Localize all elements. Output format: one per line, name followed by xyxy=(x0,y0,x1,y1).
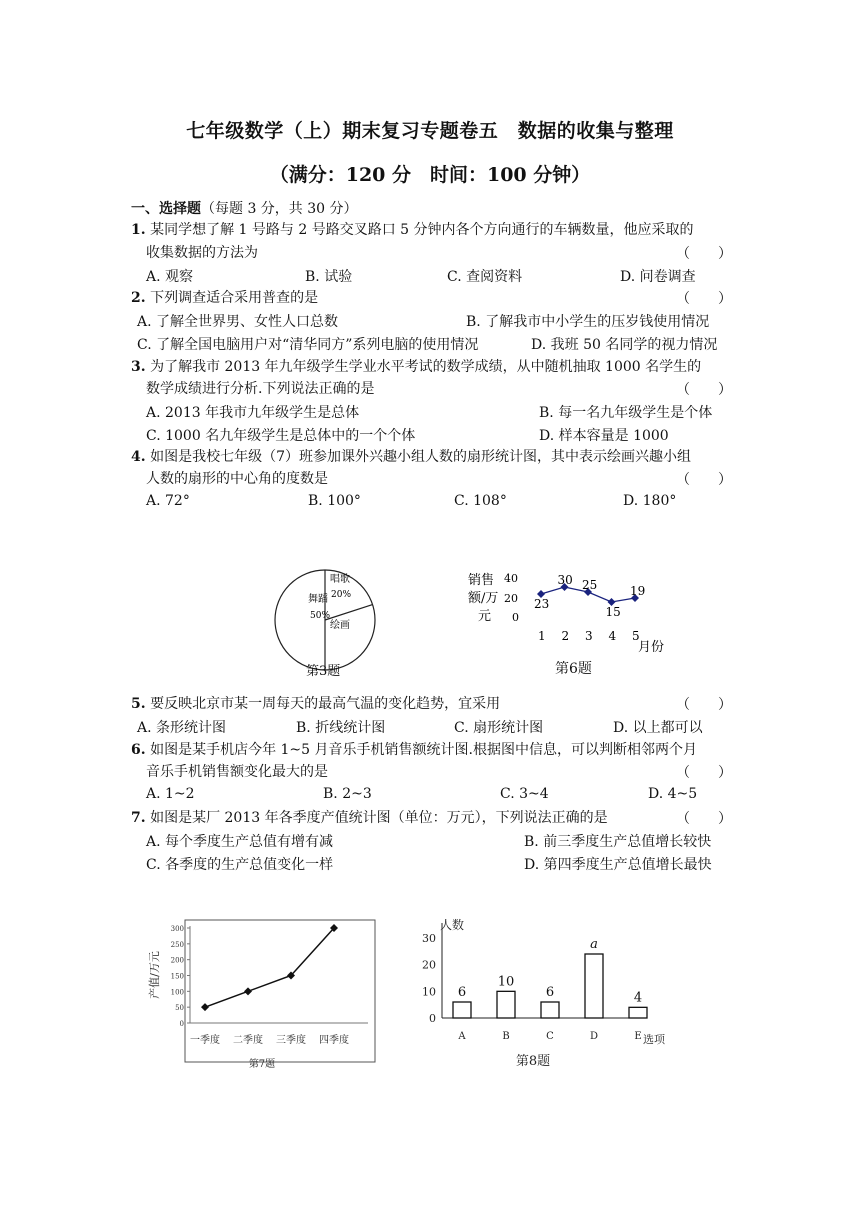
q4-option-b: B. 100° xyxy=(308,493,361,509)
fig3-caption: 第3题 xyxy=(306,664,341,679)
q7-option-c: C. 各季度的生产总值变化一样 xyxy=(146,857,334,873)
fig8-bar-B xyxy=(497,991,515,1018)
fig7-ytick-250: 250 xyxy=(170,940,184,949)
fig6-xtick-3: 3 xyxy=(585,629,593,643)
q3-option-d: D. 样本容量是 1000 xyxy=(539,428,669,444)
q5-number: 5. xyxy=(131,696,146,712)
q6-option-c: C. 3~4 xyxy=(500,786,549,802)
fig6-data-label-5: 19 xyxy=(630,584,646,598)
section-label: 一、选择题 xyxy=(131,201,201,217)
fig8-bar-D xyxy=(585,954,603,1018)
q7-option-d: D. 第四季度生产总值增长最快 xyxy=(524,857,712,873)
fig8-bar-E xyxy=(629,1007,647,1018)
fig7-xtick-1: 一季度 xyxy=(190,1035,220,1046)
fig7-ytick-300: 300 xyxy=(170,925,184,933)
q1-option-a: A. 观察 xyxy=(146,269,194,285)
pie-label-sing: 唱歌 xyxy=(330,574,350,585)
q2-option-a: A. 了解全世界男、女性人口总数 xyxy=(137,314,339,330)
q1-option-c: C. 查阅资料 xyxy=(447,269,523,285)
fig8-data-label-B: 10 xyxy=(497,974,515,990)
fig6-xtick-4: 4 xyxy=(608,629,617,643)
fig8-xtick-C: C xyxy=(546,1031,554,1042)
q2-number: 2. xyxy=(131,290,146,306)
fig7-line-chart xyxy=(140,915,380,1075)
q4-option-c: C. 108° xyxy=(454,493,507,509)
fig6-ytick-20: 20 xyxy=(504,592,518,605)
fig8-data-label-A: 6 xyxy=(457,985,467,1000)
fig6-caption: 第6题 xyxy=(555,661,592,677)
q7-option-b: B. 前三季度生产总值增长较快 xyxy=(524,834,712,850)
q4-number: 4. xyxy=(131,449,146,465)
fig7-ytick-150: 150 xyxy=(170,972,184,981)
fig8-ytick-0: 0 xyxy=(429,1012,436,1025)
fig6-data-label-1: 23 xyxy=(534,597,550,611)
fig6-line-chart xyxy=(466,566,676,660)
fig8-xtick-B: B xyxy=(502,1031,510,1042)
fig8-ytick-20: 20 xyxy=(422,958,436,972)
fig7-xtick-4: 四季度 xyxy=(319,1035,349,1046)
fig7-ytick-0: 0 xyxy=(179,1020,184,1028)
q7-answer-paren: （ ） xyxy=(676,811,732,827)
fig6-ytick-40: 40 xyxy=(504,572,518,585)
q7-line1 xyxy=(131,808,608,828)
q1-answer-paren: （ ） xyxy=(676,246,732,262)
q1-line2: 收集数据的方法为 xyxy=(146,245,258,261)
fig8-ytick-10: 10 xyxy=(422,985,436,999)
pie-pct-sing: 20% xyxy=(331,590,352,600)
fig8-bar-A xyxy=(453,1002,471,1018)
fig6-data-label-2: 30 xyxy=(557,573,573,587)
q3-option-c: C. 1000 名九年级学生是总体中的一个个体 xyxy=(146,428,416,444)
q4-option-a: A. 72° xyxy=(146,493,190,509)
q2-text: 下列调查适合采用普查的是 xyxy=(150,290,319,306)
fig8-caption: 第8题 xyxy=(515,1054,551,1069)
fig6-ylabel-1: 销售 xyxy=(468,573,495,588)
pie-label-draw: 绘画 xyxy=(330,620,350,631)
fig8-xtick-E: E xyxy=(634,1031,642,1042)
page-subtitle: （满分：120 分 时间：100 分钟） xyxy=(269,164,591,186)
q4-option-d: D. 180° xyxy=(623,493,677,509)
q3-option-a: A. 2013 年我市九年级学生是总体 xyxy=(146,405,360,421)
q3-line2: 数学成绩进行分析.下列说法正确的是 xyxy=(146,381,375,397)
q2-option-d: D. 我班 50 名同学的视力情况 xyxy=(531,337,718,353)
pie-label-dance: 舞蹈 xyxy=(308,594,328,605)
q3-option-b: B. 每一名九年级学生是个体 xyxy=(539,405,713,421)
fig7-xtick-2: 二季度 xyxy=(233,1035,263,1046)
fig7-xtick-3: 三季度 xyxy=(276,1035,306,1046)
q5-line1 xyxy=(131,694,500,714)
fig8-ylabel: 人数 xyxy=(440,918,465,932)
q6-number: 6. xyxy=(131,742,146,758)
q5-option-c: C. 扇形统计图 xyxy=(454,720,544,736)
q5-text: 要反映北京市某一周每天的最高气温的变化趋势，宜采用 xyxy=(150,696,501,712)
fig8-xtick-D: D xyxy=(589,1031,599,1042)
q5-answer-paren: （ ） xyxy=(676,697,732,713)
fig6-data-label-4: 15 xyxy=(605,605,621,619)
q1-number: 1. xyxy=(131,222,146,238)
fig6-xtick-1: 1 xyxy=(538,629,546,643)
q1-text: 某同学想了解 1 号路与 2 号路交叉路口 5 分钟内各个方向通行的车辆数量，他应采取的 xyxy=(150,222,694,238)
fig8-xlabel: 选项 xyxy=(643,1033,665,1046)
q6-option-a: A. 1~2 xyxy=(146,786,195,802)
q7-text: 如图是某厂 2013 年各季度产值统计图（单位：万元），下列说法正确的是 xyxy=(150,810,608,826)
q2-option-b: B. 了解我市中小学生的压岁钱使用情况 xyxy=(466,314,710,330)
q7-number: 7. xyxy=(131,810,146,826)
q7-option-a: A. 每个季度生产总值有增有减 xyxy=(146,834,334,850)
fig6-xlabel: 月份 xyxy=(638,640,665,655)
fig6-xtick-2: 2 xyxy=(561,629,570,643)
q6-line2: 音乐手机销售额变化最大的是 xyxy=(146,764,328,780)
q4-text: 如图是我校七年级（7）班参加课外兴趣小组人数的扇形统计图，其中表示绘画兴趣小组 xyxy=(150,449,691,465)
q6-line1 xyxy=(131,740,697,760)
q1-line1 xyxy=(131,220,694,240)
q2-option-c: C. 了解全国电脑用户对“清华同方”系列电脑的使用情况 xyxy=(137,337,479,353)
q3-number: 3. xyxy=(131,359,146,375)
q2-line1 xyxy=(131,288,318,308)
fig7-ytick-200: 200 xyxy=(170,956,184,965)
q5-option-b: B. 折线统计图 xyxy=(296,720,386,736)
pie-pct-dance: 50% xyxy=(310,611,331,621)
q1-option-b: B. 试验 xyxy=(305,269,353,285)
q4-line2: 人数的扇形的中心角的度数是 xyxy=(146,471,328,487)
q5-option-a: A. 条形统计图 xyxy=(137,720,227,736)
fig8-data-label-C: 6 xyxy=(545,985,555,1000)
fig6-xtick-5: 5 xyxy=(632,629,640,643)
q4-answer-paren: （ ） xyxy=(676,472,732,488)
fig6-ylabel-2: 额/万 xyxy=(468,591,499,606)
fig6-ylabel-3: 元 xyxy=(478,609,492,624)
q6-option-b: B. 2~3 xyxy=(323,786,372,802)
fig6-data-label-3: 25 xyxy=(582,578,598,592)
fig8-xtick-A: A xyxy=(458,1031,466,1042)
fig8-bar-C xyxy=(541,1002,559,1018)
page-title: 七年级数学（上）期末复习专题卷五 数据的收集与整理 xyxy=(186,120,674,142)
fig7-ytick-100: 100 xyxy=(170,988,184,997)
fig8-bar-chart xyxy=(415,915,685,1075)
fig7-caption: 第7题 xyxy=(248,1059,276,1070)
q3-text: 为了解我市 2013 年九年级学生学业水平考试的数学成绩，从中随机抽取 1000 名学生的 xyxy=(150,359,702,375)
fig8-data-label-D: a xyxy=(590,937,598,952)
q5-option-d: D. 以上都可以 xyxy=(613,720,703,736)
q3-line1 xyxy=(131,357,701,377)
fig7-ylabel: 产值/万元 xyxy=(148,951,161,999)
section-note: （每题 3 分，共 30 分） xyxy=(201,201,358,217)
q6-option-d: D. 4~5 xyxy=(648,786,698,802)
q2-answer-paren: （ ） xyxy=(676,291,732,307)
fig6-ytick-0: 0 xyxy=(512,611,519,624)
section-heading xyxy=(131,199,358,219)
fig8-ytick-30: 30 xyxy=(422,932,436,945)
q4-line1 xyxy=(131,447,691,467)
fig8-data-label-E: 4 xyxy=(633,990,643,1006)
q6-text: 如图是某手机店今年 1~5 月音乐手机销售额统计图.根据图中信息，可以判断相邻两个月 xyxy=(150,742,697,758)
q1-option-d: D. 问卷调查 xyxy=(620,269,696,285)
q6-answer-paren: （ ） xyxy=(676,765,732,781)
fig7-ytick-50: 50 xyxy=(175,1004,184,1013)
q3-answer-paren: （ ） xyxy=(676,382,732,398)
